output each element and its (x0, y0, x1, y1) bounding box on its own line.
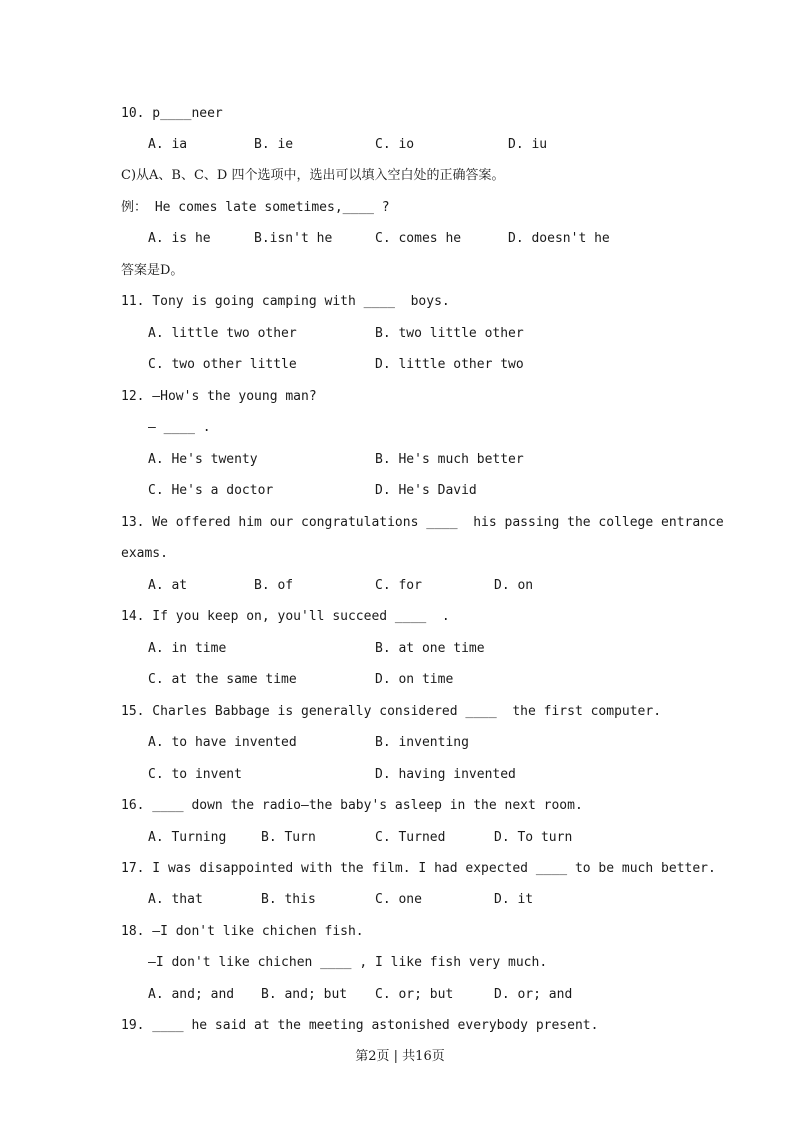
option-b: B. at one time (375, 641, 485, 656)
option-c: C. to invent (148, 767, 242, 782)
option-a: A. that (148, 892, 203, 907)
option-d: D. or; and (494, 987, 573, 1002)
option-a: A. little two other (148, 326, 297, 341)
option-c: C. comes he (375, 231, 462, 246)
option-b: B.isn't he (254, 231, 333, 246)
option-b: B. of (254, 578, 294, 593)
question-11-stem: 11. Tony is going camping with ____ boys. (121, 294, 450, 309)
question-17-stem: 17. I was disappointed with the film. I had expected ____ to be much better. (121, 861, 716, 876)
option-c: C. at the same time (148, 672, 297, 687)
option-d: D. He's David (375, 483, 477, 498)
option-a: A. to have invented (148, 735, 297, 750)
option-b: B. inventing (375, 735, 469, 750)
page-footer: 第2页 | 共16页 (355, 1049, 445, 1064)
question-10-stem: 10. p____neer (121, 106, 223, 121)
question-13-stem: 13. We offered him our congratulations ____ his passing the college entrance (121, 515, 724, 530)
option-c: C. Turned (375, 830, 446, 845)
option-d: D. little other two (375, 357, 524, 372)
option-d: D. doesn't he (508, 231, 610, 246)
question-15-stem: 15. Charles Babbage is generally considered ____ the first computer. (121, 704, 662, 719)
option-b: B. Turn (261, 830, 316, 845)
question-19-stem: 19. ____ he said at the meeting astonished everybody present. (121, 1018, 599, 1033)
question-16-stem: 16. ____ down the radio—the baby's asleep in the next room. (121, 798, 583, 813)
option-a: A. ia (148, 137, 188, 152)
question-18-stem: 18. —I don't like chichen fish. (121, 924, 364, 939)
option-b: B. this (261, 892, 316, 907)
question-18-reply: —I don't like chichen ____ , I like fish very much. (148, 955, 548, 970)
option-a: A. is he (148, 231, 211, 246)
option-c: C. two other little (148, 357, 297, 372)
option-b: B. He's much better (375, 452, 524, 467)
option-a: A. Turning (148, 830, 227, 845)
option-a: A. and; and (148, 987, 235, 1002)
option-b: B. and; but (261, 987, 348, 1002)
option-d: D. it (494, 892, 534, 907)
option-d: D. on (494, 578, 534, 593)
example-stem: 例： He comes late sometimes,____ ? (121, 200, 390, 215)
section-c-instruction: C)从A、B、C、D 四个选项中，选出可以填入空白处的正确答案。 (121, 168, 505, 183)
question-12-stem: 12. —How's the young man? (121, 389, 317, 404)
option-c: C. one (375, 892, 422, 907)
option-a: A. at (148, 578, 188, 593)
option-b: B. ie (254, 137, 294, 152)
question-14-stem: 14. If you keep on, you'll succeed ____ . (121, 609, 450, 624)
question-13-stem-continued: exams. (121, 546, 168, 561)
option-a: A. in time (148, 641, 227, 656)
option-d: D. on time (375, 672, 454, 687)
option-d: D. having invented (375, 767, 516, 782)
option-b: B. two little other (375, 326, 524, 341)
option-c: C. He's a doctor (148, 483, 274, 498)
option-c: C. or; but (375, 987, 454, 1002)
example-answer: 答案是D。 (121, 263, 184, 278)
option-d: D. To turn (494, 830, 573, 845)
option-c: C. for (375, 578, 422, 593)
question-12-reply: — ____ . (148, 420, 211, 435)
option-c: C. io (375, 137, 415, 152)
option-a: A. He's twenty (148, 452, 258, 467)
option-d: D. iu (508, 137, 548, 152)
